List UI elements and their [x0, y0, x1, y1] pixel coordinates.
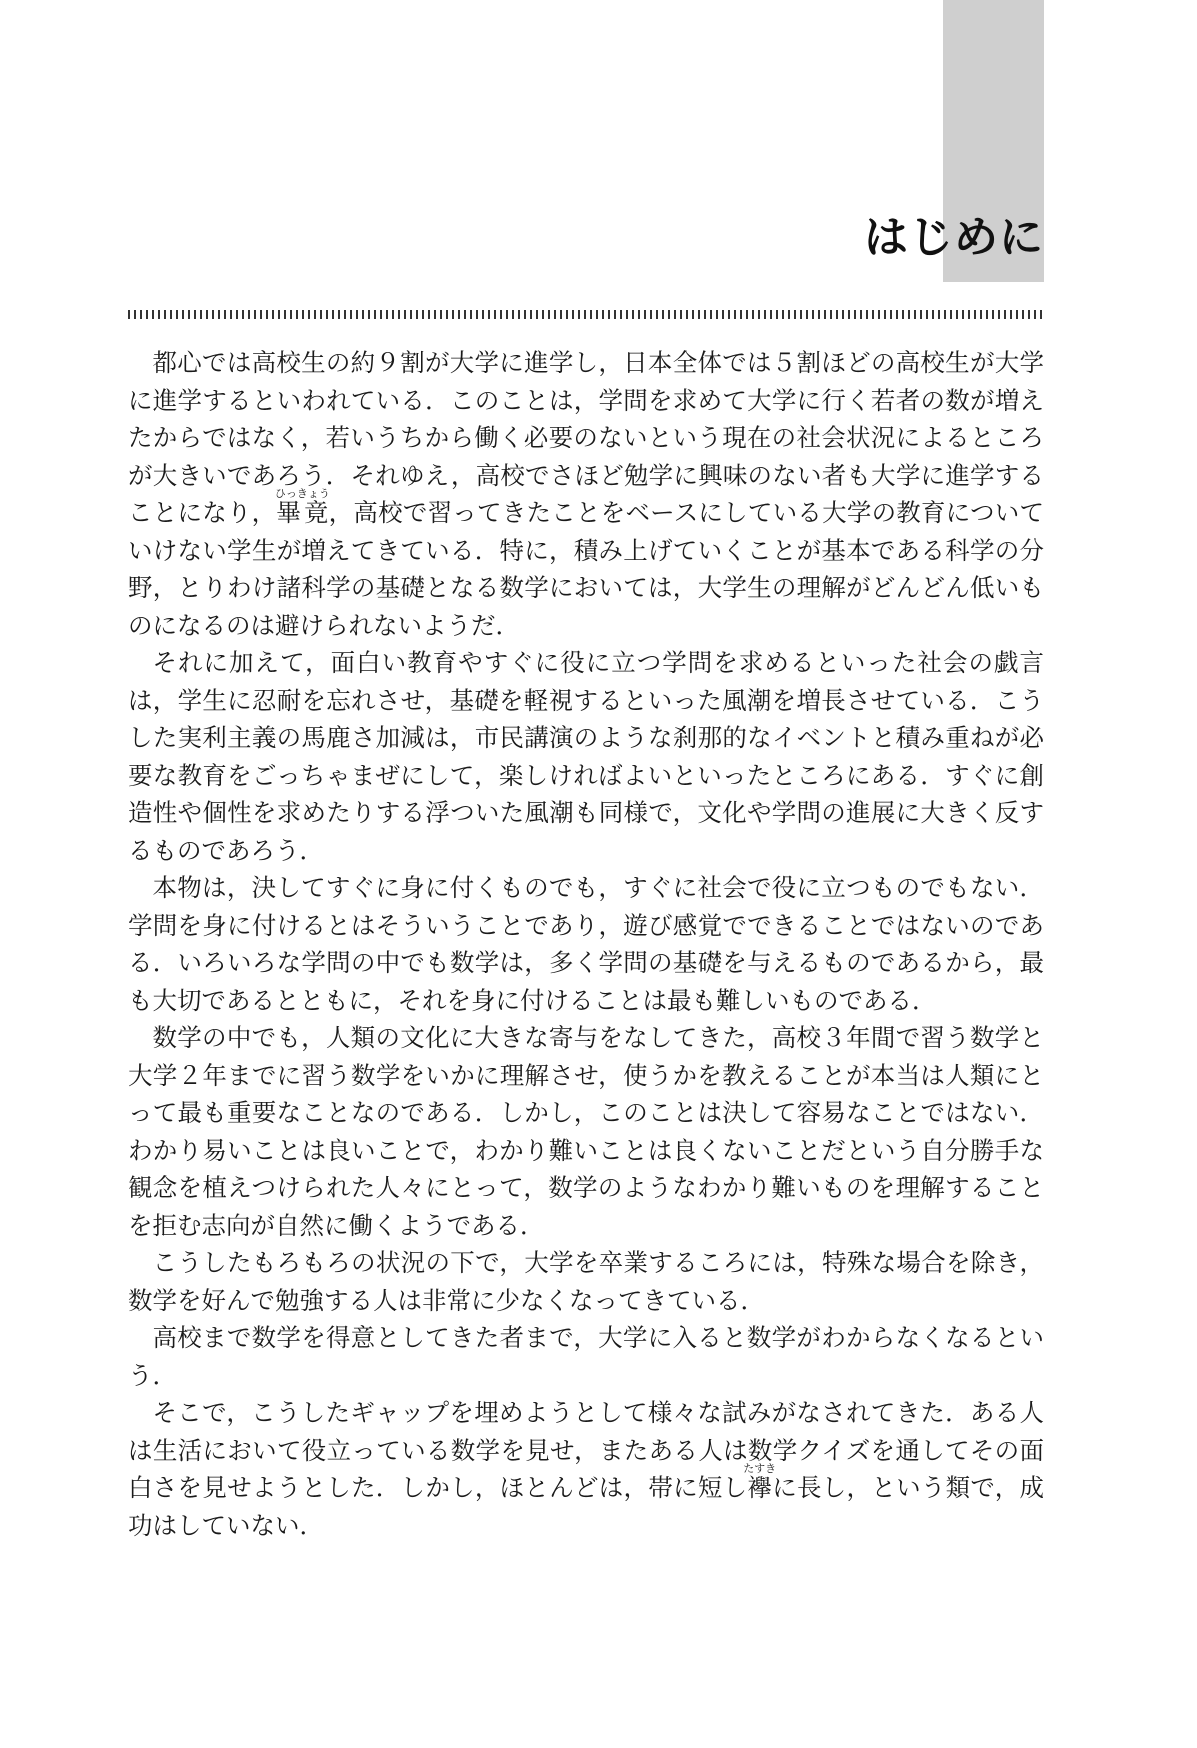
paragraph	[128, 344, 1044, 644]
paragraph-text: そこで，こうしたギャップを埋めようとして様々な試みがなされてきた．ある人は生活において役立っている数学を見せ，またある人は数学クイズを通してその面白さを見せようとした．しかし，ほとんどは，帯に短し	[128, 1398, 1044, 1502]
paragraph-text: ，高校で習ってきたことをベースにしている大学の教育についていけない学生が増えてきている．特に，積み上げていくことが基本である科学の分野，とりわけ諸科学の基礎となる数学においては，大学生の理解がどんどん低いものになるのは避けられないようだ．	[128, 498, 1044, 640]
paragraph-text: 都心では高校生の約９割が大学に進学し，日本全体では５割ほどの高校生が大学に進学するといわれている．このことは，学問を求めて大学に行く若者の数が増えたからではなく，若いうちから働く必要のないという現在の社会状況によるところが大きいであろう．それゆえ，高校でさほど勉学に興味のない者も大学に進学することになり，	[128, 348, 1044, 527]
paragraph	[128, 1394, 1044, 1544]
page-title: はじめに	[864, 212, 1044, 263]
paragraph: こうしたもろもろの状況の下で，大学を卒業するころには，特殊な場合を除き，数学を好んで勉強する人は非常に少なくなってきている．	[128, 1248, 1044, 1315]
paragraph-text: に長し，という類で，成功はしていない．	[128, 1473, 1044, 1540]
ruby-base: 襷	[743, 1473, 777, 1502]
paragraph: 数学の中でも，人類の文化に大きな寄与をなしてきた，高校３年間で習う数学と大学２年までに習う数学をいかに理解させ，使うかを教えることが本当は人類にとって最も重要なことなのである．しかし，このことは決して容易なことではない．わかり易いことは良いことで，わかり難いことは良くないことだという自分勝手な観念を植えつけられた人々にとって，数学のようなわかり難いものを理解することを拒む志向が自然に働くようである．	[128, 1023, 1044, 1240]
paragraph: それに加えて，面白い教育やすぐに役に立つ学問を求めるといった社会の戯言は，学生に忍耐を忘れさせ，基礎を軽視するといった風潮を増長させている．こうした実利主義の馬鹿さ加減は，市民講演のような刹那的なイベントと積み重ねが必要な教育をごっちゃまぜにして，楽しければよいといったところにある．すぐに創造性や個性を求めたりする浮ついた風潮も同様で，文化や学問の進展に大きく反するものであろう．	[128, 648, 1044, 865]
paragraph: 高校まで数学を得意としてきた者まで，大学に入ると数学がわからなくなるという．	[128, 1323, 1044, 1390]
ruby-annotation	[274, 487, 330, 527]
paragraph: 本物は，決してすぐに身に付くものでも，すぐに社会で役に立つものでもない．学問を身に付けるとはそういうことであり，遊び感覚でできることではないのである．いろいろな学問の中でも数学は，多く学問の基礎を与えるものであるから，最も大切であるとともに，それを身に付けることは最も難しいものである．	[128, 873, 1044, 1015]
ruby-reading: たすき	[743, 1462, 777, 1475]
ruby-annotation	[743, 1462, 777, 1502]
ruby-reading: ひっきょう	[274, 487, 330, 500]
ruby-base: 畢竟	[274, 498, 330, 527]
body-text	[128, 344, 1044, 1544]
dotted-divider	[128, 310, 1044, 319]
